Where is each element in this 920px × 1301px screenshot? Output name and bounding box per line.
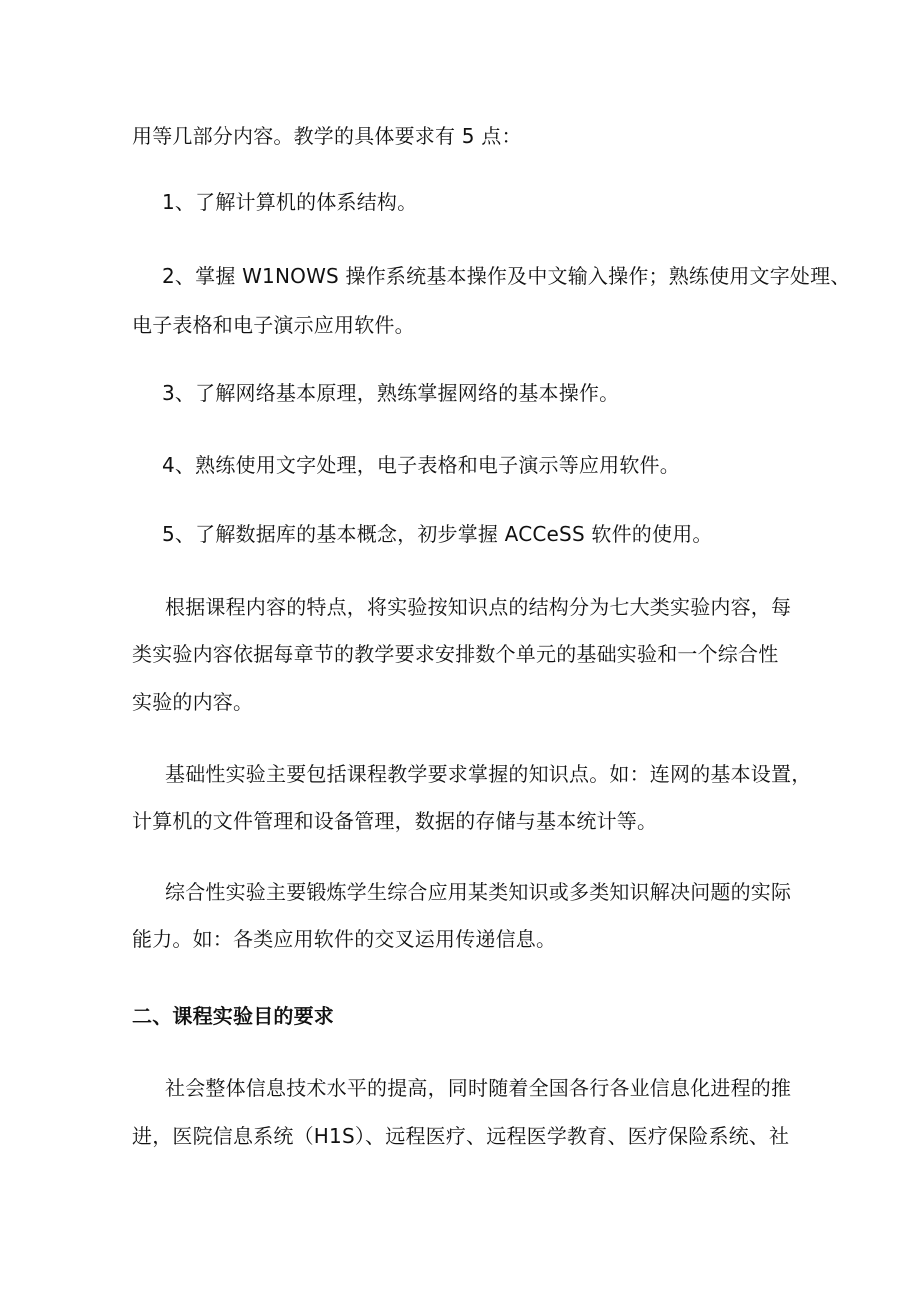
paragraph-line: 根据课程内容的特点，将实验按知识点的结构分为七大类实验内容，每 xyxy=(165,595,792,619)
text-line: 用等几部分内容。教学的具体要求有 5 点： xyxy=(132,124,522,148)
list-item: 3、了解网络基本原理，熟练掌握网络的基本操作。 xyxy=(162,381,620,405)
list-item: 5、了解数据库的基本概念，初步掌握 ACCeSS 软件的使用。 xyxy=(162,522,713,546)
section-heading: 二、课程实验目的要求 xyxy=(132,1004,334,1028)
paragraph-line: 计算机的文件管理和设备管理，数据的存储与基本统计等。 xyxy=(132,809,658,833)
text-line: 电子表格和电子演示应用软件。 xyxy=(132,313,415,337)
paragraph-line: 类实验内容依据每章节的教学要求安排数个单元的基础实验和一个综合性 xyxy=(132,642,779,666)
paragraph-line: 进，医院信息系统（H1S）、远程医疗、远程医学教育、医疗保险系统、社 xyxy=(132,1124,790,1148)
paragraph-line: 社会整体信息技术水平的提高，同时随着全国各行各业信息化进程的推 xyxy=(165,1076,792,1100)
paragraph-line: 基础性实验主要包括课程教学要求掌握的知识点。如：连网的基本设置， xyxy=(165,762,812,786)
paragraph-line: 能力。如：各类应用软件的交叉运用传递信息。 xyxy=(132,927,557,951)
paragraph-line: 实验的内容。 xyxy=(132,690,254,714)
list-item: 2、掌握 W1NOWS 操作系统基本操作及中文输入操作；熟练使用文字处理、 xyxy=(162,264,851,288)
paragraph-line: 综合性实验主要锻炼学生综合应用某类知识或多类知识解决问题的实际 xyxy=(165,880,792,904)
list-item: 1、了解计算机的体系结构。 xyxy=(162,190,418,214)
list-item: 4、熟练使用文字处理，电子表格和电子演示等应用软件。 xyxy=(162,453,680,477)
